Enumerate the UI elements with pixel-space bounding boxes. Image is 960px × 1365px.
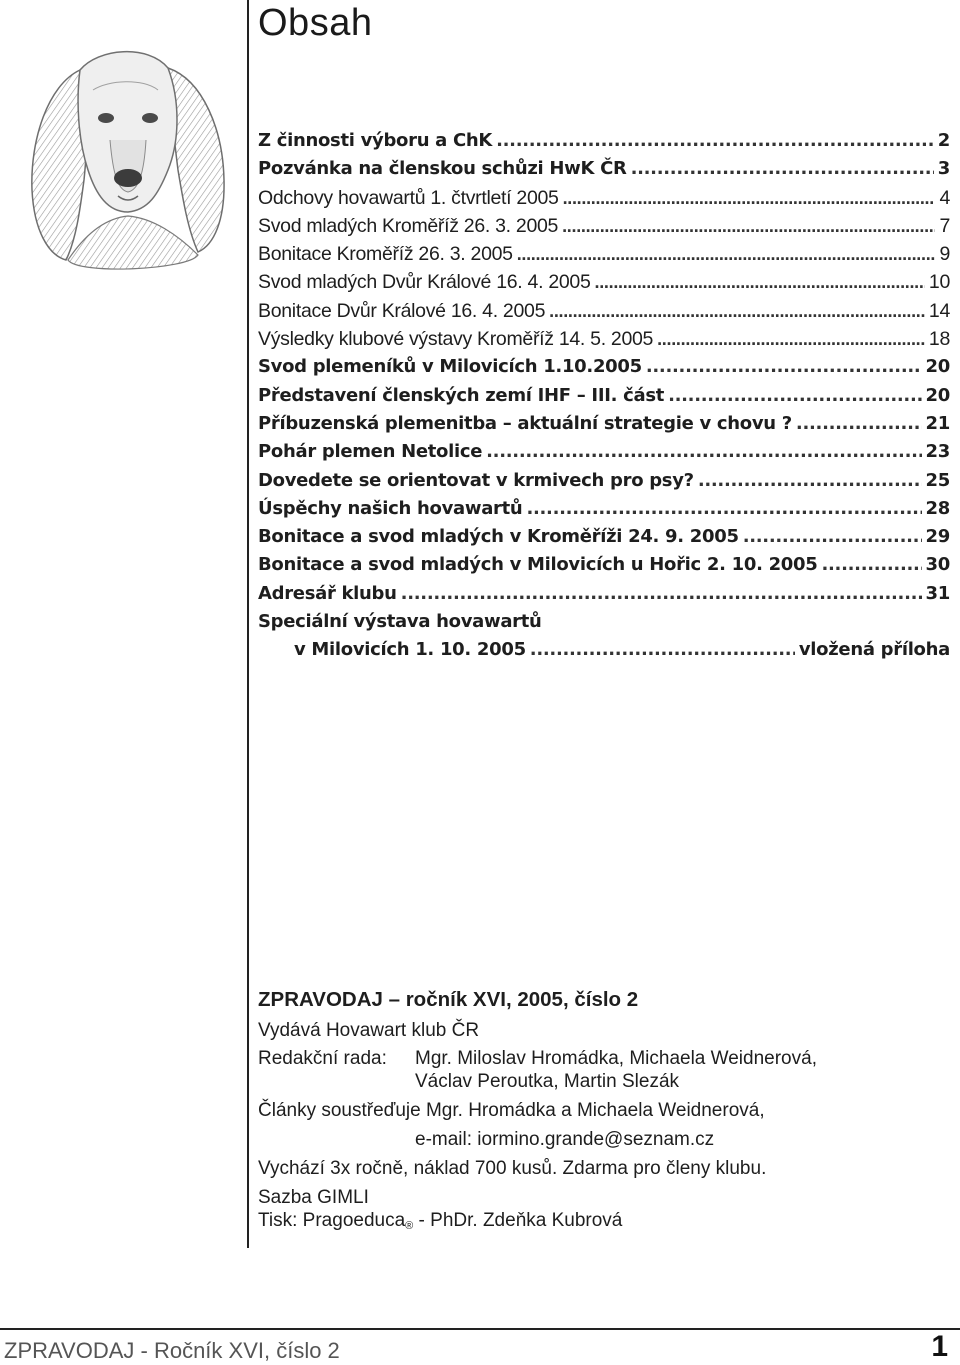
toc-entry[interactable] (258, 413, 950, 441)
toc-entry[interactable] (258, 243, 950, 271)
toc-leader (646, 356, 922, 377)
toc-entry-label: v Milovicích 1. 10. 2005 (294, 639, 526, 661)
imprint-heading: ZPRAVODAJ – ročník XVI, 2005, číslo 2 (258, 988, 639, 1011)
toc-leader (796, 413, 922, 434)
imprint-board-members-2: Václav Peroutka, Martin Slezák (415, 1071, 680, 1092)
toc-entry-page: 7 (939, 214, 950, 237)
toc-entry-label: Svod mladých Kroměříž 26. 3. 2005 (258, 214, 559, 237)
imprint-print (258, 1209, 948, 1238)
toc-leader (631, 158, 934, 179)
imprint-typeset: Sazba GIMLI (258, 1187, 369, 1208)
toc-leader (517, 244, 936, 265)
toc-entry-page: 10 (928, 271, 950, 294)
toc-entry[interactable] (258, 554, 950, 582)
toc-entry-label: Speciální výstava hovawartů (258, 611, 542, 633)
toc-entry[interactable] (258, 328, 950, 356)
toc-entry-page: 2 (937, 130, 950, 151)
toc-entry-label: Odchovy hovawartů 1. čtvrtletí 2005 (258, 186, 559, 209)
toc-entry-label: Svod plemeníků v Milovicích 1.10.2005 (258, 356, 642, 378)
toc-entry-page: 9 (939, 243, 950, 266)
toc-entry-label: Pozvánka na členskou schůzi HwK ČR (258, 158, 627, 180)
imprint-block (258, 988, 948, 1244)
toc-entry-page: 23 (925, 441, 950, 463)
toc-entry-page: 29 (925, 526, 950, 548)
footer-page-number: 1 (931, 1330, 948, 1363)
toc-entry[interactable] (258, 470, 950, 498)
toc-entry-page: 31 (925, 582, 950, 604)
toc-leader (563, 188, 936, 209)
toc-entry-label: Adresář klubu (258, 582, 397, 604)
table-of-contents (258, 130, 950, 668)
toc-entry[interactable] (258, 215, 950, 243)
toc-entry[interactable] (258, 611, 950, 639)
toc-entry[interactable] (258, 526, 950, 554)
toc-leader (743, 526, 922, 547)
toc-entry-page: 4 (939, 186, 950, 209)
toc-entry[interactable] (258, 356, 950, 384)
vertical-rule (247, 0, 249, 1248)
dog-sketch-illustration (18, 30, 240, 280)
toc-entry-page: 20 (925, 384, 950, 406)
toc-entry-page: 14 (928, 299, 950, 322)
toc-leader (530, 639, 795, 660)
toc-entry-label: Úspěchy našich hovawartů (258, 497, 523, 519)
footer-rule (0, 1328, 960, 1330)
toc-entry-page: 30 (925, 554, 950, 576)
toc-entry[interactable] (258, 300, 950, 328)
toc-entry-label: Bonitace Dvůr Králové 16. 4. 2005 (258, 299, 546, 322)
toc-leader (562, 216, 935, 237)
imprint-articles: Články soustřeďuje Mgr. Hromádka a Michaela Weidnerová, (258, 1100, 765, 1121)
toc-entry[interactable] (258, 130, 950, 158)
imprint-publisher: Vydává Hovawart klub ČR (258, 1020, 480, 1041)
toc-entry-page: 20 (925, 356, 950, 378)
registered-mark: ® (405, 1220, 414, 1232)
imprint-frequency: Vychází 3x ročně, náklad 700 kusů. Zdarma pro členy klubu. (258, 1158, 767, 1179)
toc-entry[interactable] (258, 385, 950, 413)
page-title: Obsah (258, 2, 373, 44)
imprint-board-label: Redakční rada: (258, 1048, 387, 1069)
imprint-board (258, 1048, 948, 1070)
toc-leader (401, 583, 922, 604)
toc-entry-page: 25 (925, 469, 950, 491)
toc-leader (595, 272, 925, 293)
toc-leader (821, 554, 921, 575)
toc-leader (657, 329, 925, 350)
toc-entry-label: Výsledky klubové výstavy Kroměříž 14. 5. 2005 (258, 328, 654, 351)
footer-publication: ZPRAVODAJ - Ročník XVI, číslo 2 (4, 1338, 340, 1363)
toc-entry-label: Bonitace a svod mladých v Milovicích u Hořic 2. 10. 2005 (258, 554, 818, 576)
toc-entry[interactable] (258, 187, 950, 215)
toc-entry-label: Dovedete se orientovat v krmivech pro psy? (258, 469, 694, 491)
toc-entry-page: vložená příloha (798, 639, 950, 661)
toc-entry-label: Bonitace Kroměříž 26. 3. 2005 (258, 243, 513, 266)
toc-entry[interactable] (258, 441, 950, 469)
toc-entry-page: 28 (925, 497, 950, 519)
toc-entry-label: Z činnosti výboru a ChK (258, 130, 493, 151)
toc-entry[interactable] (258, 271, 950, 299)
imprint-print-label: Tisk: Pragoeduca (258, 1210, 406, 1231)
toc-leader (496, 130, 934, 151)
toc-entry-label: Svod mladých Dvůr Králové 16. 4. 2005 (258, 271, 591, 294)
toc-leader (549, 301, 925, 322)
toc-entry[interactable] (258, 583, 950, 611)
toc-entry-page: 21 (925, 412, 950, 434)
toc-entry[interactable] (258, 498, 950, 526)
toc-leader (486, 441, 921, 462)
toc-entry[interactable] (258, 639, 950, 667)
toc-leader (526, 498, 921, 519)
imprint-email[interactable]: e-mail: iormino.grande@seznam.cz (415, 1129, 715, 1150)
toc-leader (698, 470, 922, 491)
imprint-print-rest: - PhDr. Zdeňka Kubrová (413, 1210, 623, 1231)
toc-entry[interactable] (258, 158, 950, 186)
toc-entry-label: Představení členských zemí IHF – III. část (258, 384, 665, 406)
toc-entry-label: Příbuzenská plemenitba – aktuální strategie v chovu ? (258, 412, 792, 434)
toc-entry-label: Bonitace a svod mladých v Kroměříži 24. 9. 2005 (258, 526, 739, 548)
toc-entry-page: 3 (937, 158, 950, 180)
toc-entry-page: 18 (928, 328, 950, 351)
imprint-board-members-1: Mgr. Miloslav Hromádka, Michaela Weidnerová, (415, 1048, 817, 1069)
toc-leader (668, 385, 921, 406)
toc-entry-label: Pohár plemen Netolice (258, 441, 483, 463)
